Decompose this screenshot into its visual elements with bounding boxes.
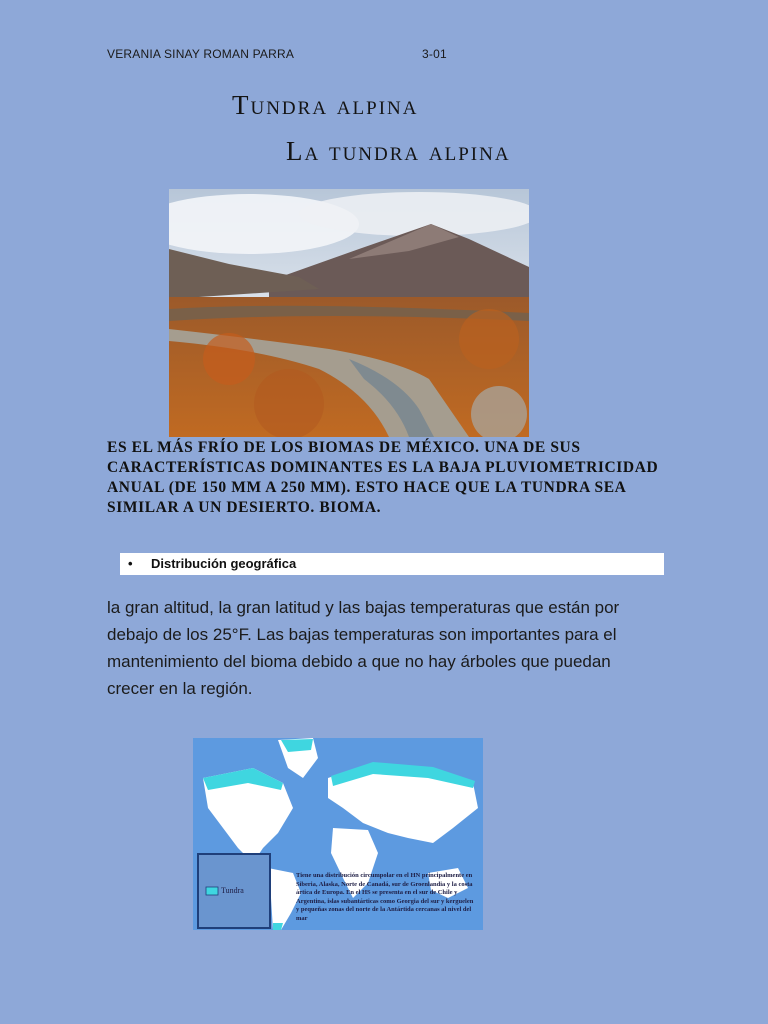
intro-paragraph: ES EL MÁS FRÍO DE LOS BIOMAS DE MÉXICO. UNA DE SUS CARACTERÍSTICAS DOMINANTES ES LA BAJA PLUVIOMETRICIDAD ANUAL (DE 150 MM A 250 MM). ESTO HACE QUE LA TUNDRA SEA SIMILAR A UN DESIERTO. BIOMA. [107, 439, 659, 516]
world-tundra-map [193, 738, 483, 930]
legend-label: Tundra [221, 886, 244, 895]
author-name: VERANIA SINAY ROMAN PARRA [107, 47, 295, 61]
legend-swatch [206, 887, 218, 895]
tundra-landscape-photo [169, 189, 529, 437]
body-paragraph: la gran altitud, la gran latitud y las bajas temperaturas que están por debajo de los 25°F. Las bajas temperaturas son importantes para el mantenimiento del bioma debido a que no hay árboles que puedan crecer en la región. [107, 598, 620, 698]
map-note: Tiene una distribución circumpolar en el HN principalmente en Siberia, Alaska, Norte de Canadá, sur de Groenlandia y la costa ártica de Europa. En el HS se presenta en el sur de Chile y Argentina, islas subantárticas como Georgia del sur y kerguelen y pequeñas zonas del norte de la Antártida cercanas al nivel del mar [296, 872, 474, 922]
bullet-marker: • [128, 556, 133, 571]
section-heading: Distribución geográfica [151, 556, 297, 571]
page-title: Tundra alpina [232, 90, 419, 120]
page-subtitle: La tundra alpina [286, 136, 511, 166]
section-heading-bar [120, 553, 664, 575]
group-code: 3-01 [422, 47, 447, 61]
